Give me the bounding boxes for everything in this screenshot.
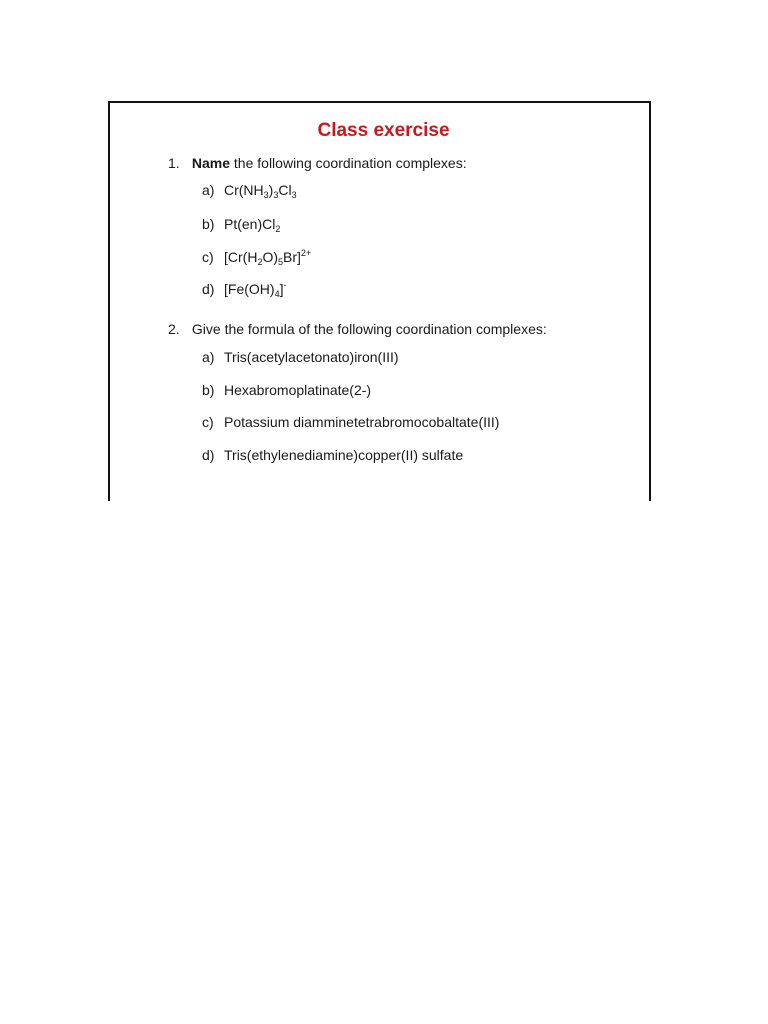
list-item: [202, 216, 280, 232]
item-text: Potassium diamminetetrabromocobaltate(III): [224, 414, 500, 430]
list-item: [202, 414, 499, 430]
item-letter: c): [202, 414, 214, 430]
list-item: [202, 349, 399, 365]
slide-frame: [108, 101, 651, 501]
list-item: [202, 249, 311, 265]
item-letter: b): [202, 382, 215, 398]
list-item: [202, 182, 297, 198]
list-item: [202, 281, 286, 297]
item-letter: d): [202, 447, 215, 463]
item-text: Hexabromoplatinate(2-): [224, 382, 372, 398]
item-letter: d): [202, 281, 215, 297]
item-letter: b): [202, 216, 215, 232]
formula: [224, 281, 286, 297]
formula: [224, 249, 311, 265]
list-item: [202, 447, 463, 463]
formula-subscript: 4: [274, 289, 280, 299]
formula-superscript: 2+: [300, 248, 312, 258]
formula: [224, 216, 280, 232]
formula-superscript: -: [283, 280, 287, 290]
formula-subscript: 3: [273, 190, 279, 200]
question-1-number: 1.: [168, 155, 180, 171]
formula-text: ]: [279, 281, 284, 297]
formula-subscript: 2: [257, 257, 263, 267]
question-1: [168, 155, 467, 171]
formula-subscript: 5: [278, 257, 284, 267]
formula-text: O): [262, 249, 279, 265]
formula-subscript: 3: [291, 190, 297, 200]
item-letter: a): [202, 349, 215, 365]
formula-subscript: 3: [263, 190, 269, 200]
formula-text: Cl: [278, 182, 292, 198]
question-2: [168, 321, 547, 337]
item-letter: a): [202, 182, 215, 198]
question-2-number: 2.: [168, 321, 180, 337]
question-1-bold-word: Name: [191, 155, 231, 171]
formula: [224, 182, 297, 198]
formula-text: [Cr(H: [224, 249, 258, 265]
formula-text: ): [268, 182, 274, 198]
item-letter: c): [202, 249, 214, 265]
question-2-text: Give the formula of the following coordination complexes:: [191, 321, 547, 337]
item-text: Tris(ethylenediamine)copper(II) sulfate: [224, 447, 464, 463]
item-text: Tris(acetylacetonato)iron(III): [224, 349, 399, 365]
question-1-text: the following coordination complexes:: [230, 155, 467, 171]
formula-text: [Fe(OH): [224, 281, 275, 297]
formula-text: Br]: [283, 249, 301, 265]
slide-title: Class exercise: [317, 120, 450, 141]
list-item: [202, 382, 371, 398]
formula-text: Pt(en)Cl: [224, 216, 276, 232]
formula-text: Cr(NH: [224, 182, 264, 198]
formula-subscript: 2: [275, 224, 281, 234]
